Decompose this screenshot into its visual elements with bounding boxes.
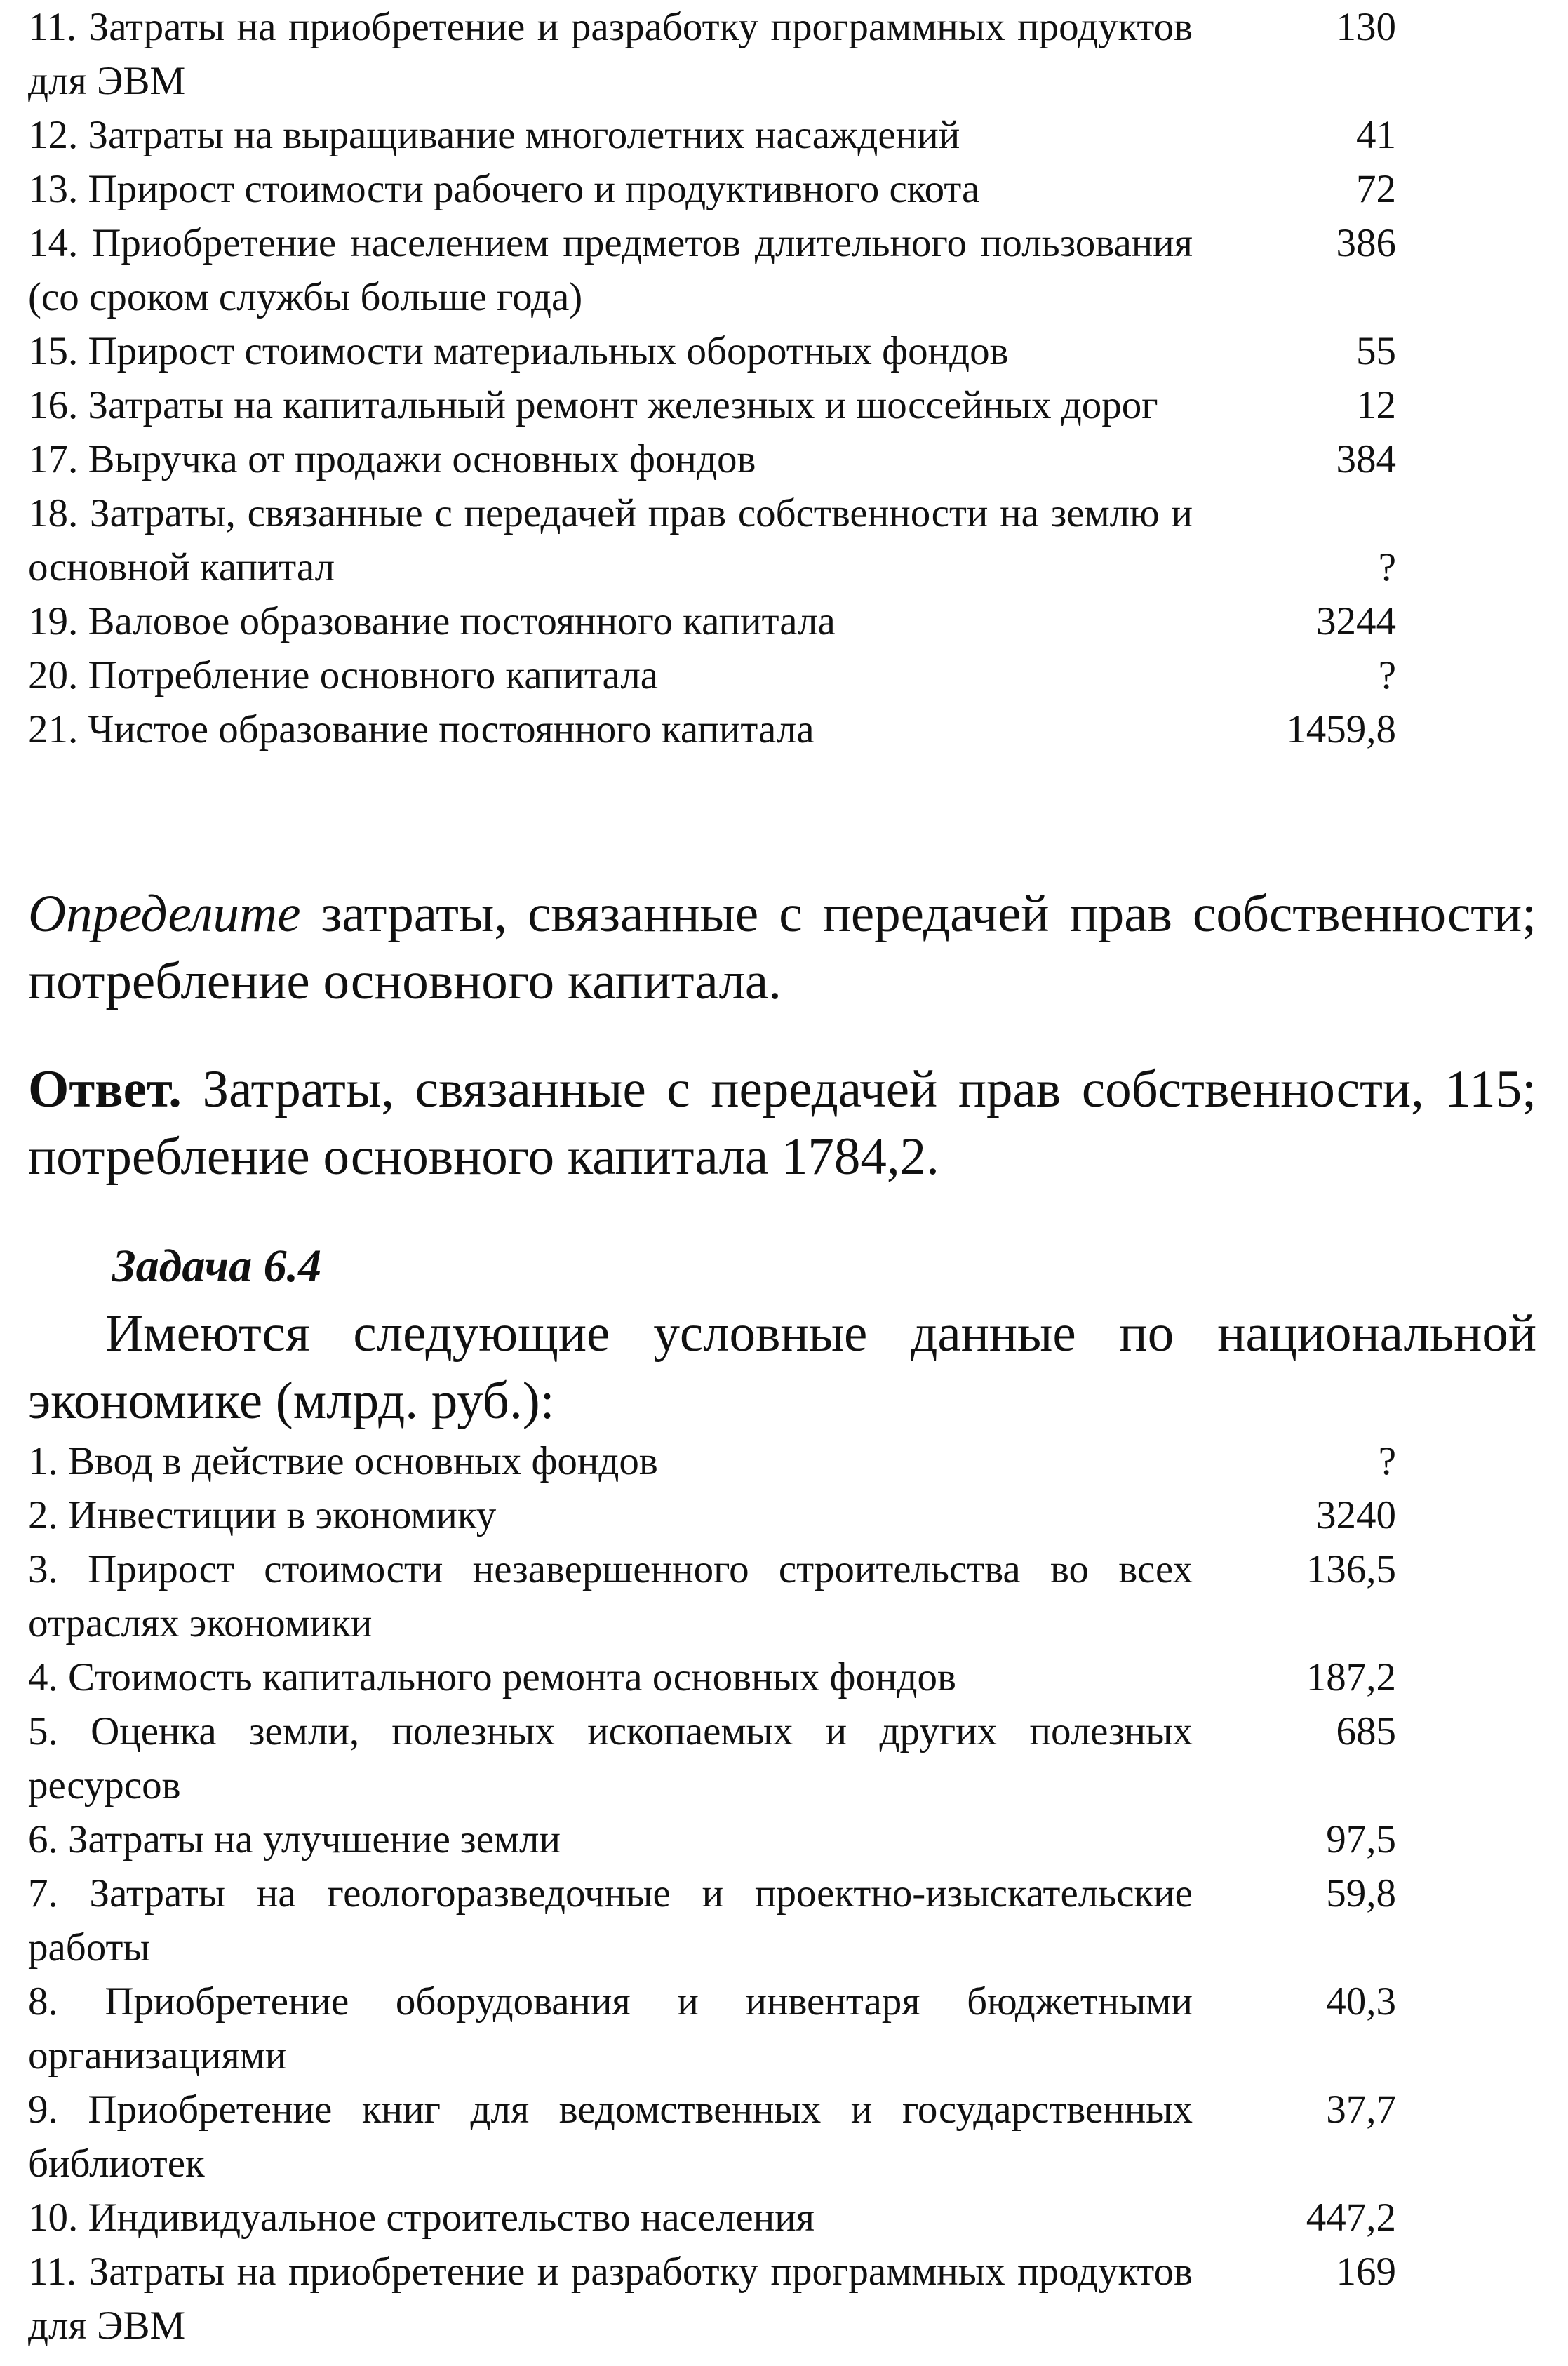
row-label: 21. Чистое образование постоянного капитала xyxy=(28,707,815,751)
row-value: 136,5 xyxy=(1306,1547,1396,1591)
row-label: 17. Выручка от продажи основных фондов xyxy=(28,437,756,481)
task-heading: Задача 6.4 xyxy=(112,1241,322,1292)
row-label: 4. Стоимость капитального ремонта основных фондов xyxy=(28,1655,956,1699)
row-label: 6. Затраты на улучшение земли xyxy=(28,1817,561,1862)
row-value: 41 xyxy=(1356,113,1396,157)
row-label: 3. Прирост стоимости незавершенного строительства во всех отраслях экономики xyxy=(28,1547,1193,1645)
row-label: 10. Индивидуальное строительство населения xyxy=(28,2195,815,2240)
answer-paragraph xyxy=(28,1056,1536,1191)
table-row xyxy=(28,2245,1396,2353)
row-label: 8. Приобретение оборудования и инвентаря бюджетными организациями xyxy=(28,1979,1193,2078)
question-paragraph xyxy=(28,881,1536,1015)
row-label: 2. Инвестиции в экономику xyxy=(28,1493,497,1537)
table-row xyxy=(28,162,1396,216)
table-row xyxy=(28,108,1396,162)
table-row xyxy=(28,1812,1396,1866)
table-row xyxy=(28,432,1396,486)
row-value: 55 xyxy=(1356,329,1396,373)
row-value: 187,2 xyxy=(1306,1655,1396,1699)
row-label: 12. Затраты на выращивание многолетних насаждений xyxy=(28,113,960,157)
row-value: 3244 xyxy=(1316,599,1396,643)
row-value: 384 xyxy=(1336,437,1396,481)
row-value: 447,2 xyxy=(1306,2195,1396,2240)
table-row xyxy=(28,1434,1396,1488)
row-value: 3240 xyxy=(1316,1493,1396,1537)
table-row xyxy=(28,486,1396,594)
table-row xyxy=(28,0,1396,108)
indicator-table-top xyxy=(28,0,1396,756)
table-row xyxy=(28,1974,1396,2083)
question-text: затраты, связанные с передачей прав собственности; потребление основного капитала. xyxy=(28,885,1536,1010)
row-label: 1. Ввод в действие основных фондов xyxy=(28,1439,658,1483)
row-label: 19. Валовое образование постоянного капитала xyxy=(28,599,836,643)
row-value: 169 xyxy=(1336,2250,1396,2294)
table-row xyxy=(28,1704,1396,1812)
row-value: 37,7 xyxy=(1326,2087,1396,2132)
row-label: 16. Затраты на капитальный ремонт железных и шоссейных дорог xyxy=(28,383,1158,427)
table-row xyxy=(28,2191,1396,2245)
row-value: ? xyxy=(1378,545,1396,589)
row-value: 12 xyxy=(1356,383,1396,427)
row-label: 7. Затраты на геологоразведочные и проектно-изыскательские работы xyxy=(28,1871,1193,1970)
question-lead: Определите xyxy=(28,885,301,943)
row-label: 20. Потребление основного капитала xyxy=(28,653,659,697)
row-label: 15. Прирост стоимости материальных оборотных фондов xyxy=(28,329,1009,373)
row-label: 11. Затраты на приобретение и разработку программных продуктов для ЭВМ xyxy=(28,5,1193,103)
table-row xyxy=(28,1542,1396,1650)
table-row xyxy=(28,1650,1396,1704)
row-value: 72 xyxy=(1356,167,1396,211)
row-value: ? xyxy=(1378,653,1396,697)
table-row xyxy=(28,702,1396,756)
answer-lead: Ответ. xyxy=(28,1060,182,1118)
indicator-table-bottom xyxy=(28,1434,1396,2353)
table-row xyxy=(28,216,1396,324)
row-label: 14. Приобретение населением предметов длительного пользования (со сроком службы больше года) xyxy=(28,221,1193,319)
row-value: 97,5 xyxy=(1326,1817,1396,1862)
table-row xyxy=(28,594,1396,648)
row-value: 386 xyxy=(1336,221,1396,265)
table-row xyxy=(28,324,1396,378)
table-row xyxy=(28,648,1396,702)
row-label: 13. Прирост стоимости рабочего и продуктивного скота xyxy=(28,167,980,211)
row-value: 59,8 xyxy=(1326,1871,1396,1916)
row-label: 18. Затраты, связанные с передачей прав собственности на землю и основной капитал xyxy=(28,491,1193,589)
row-value: 1459,8 xyxy=(1286,707,1396,751)
row-value: 40,3 xyxy=(1326,1979,1396,2024)
answer-text: Затраты, связанные с передачей прав собственности, 115; потребление основного капитала 1784,2. xyxy=(28,1060,1536,1186)
row-label: 5. Оценка земли, полезных ископаемых и других полезных ресурсов xyxy=(28,1709,1193,1807)
task-intro: Имеются следующие условные данные по национальной экономике (млрд. руб.): xyxy=(28,1304,1536,1430)
row-value: ? xyxy=(1378,1439,1396,1483)
row-label: 11. Затраты на приобретение и разработку программных продуктов для ЭВМ xyxy=(28,2250,1193,2348)
row-value: 685 xyxy=(1336,1709,1396,1753)
row-value: 130 xyxy=(1336,5,1396,49)
table-row xyxy=(28,378,1396,432)
table-row xyxy=(28,1866,1396,1974)
table-row xyxy=(28,2083,1396,2191)
row-label: 9. Приобретение книг для ведомственных и государственных библиотек xyxy=(28,2087,1193,2186)
table-row xyxy=(28,1488,1396,1542)
